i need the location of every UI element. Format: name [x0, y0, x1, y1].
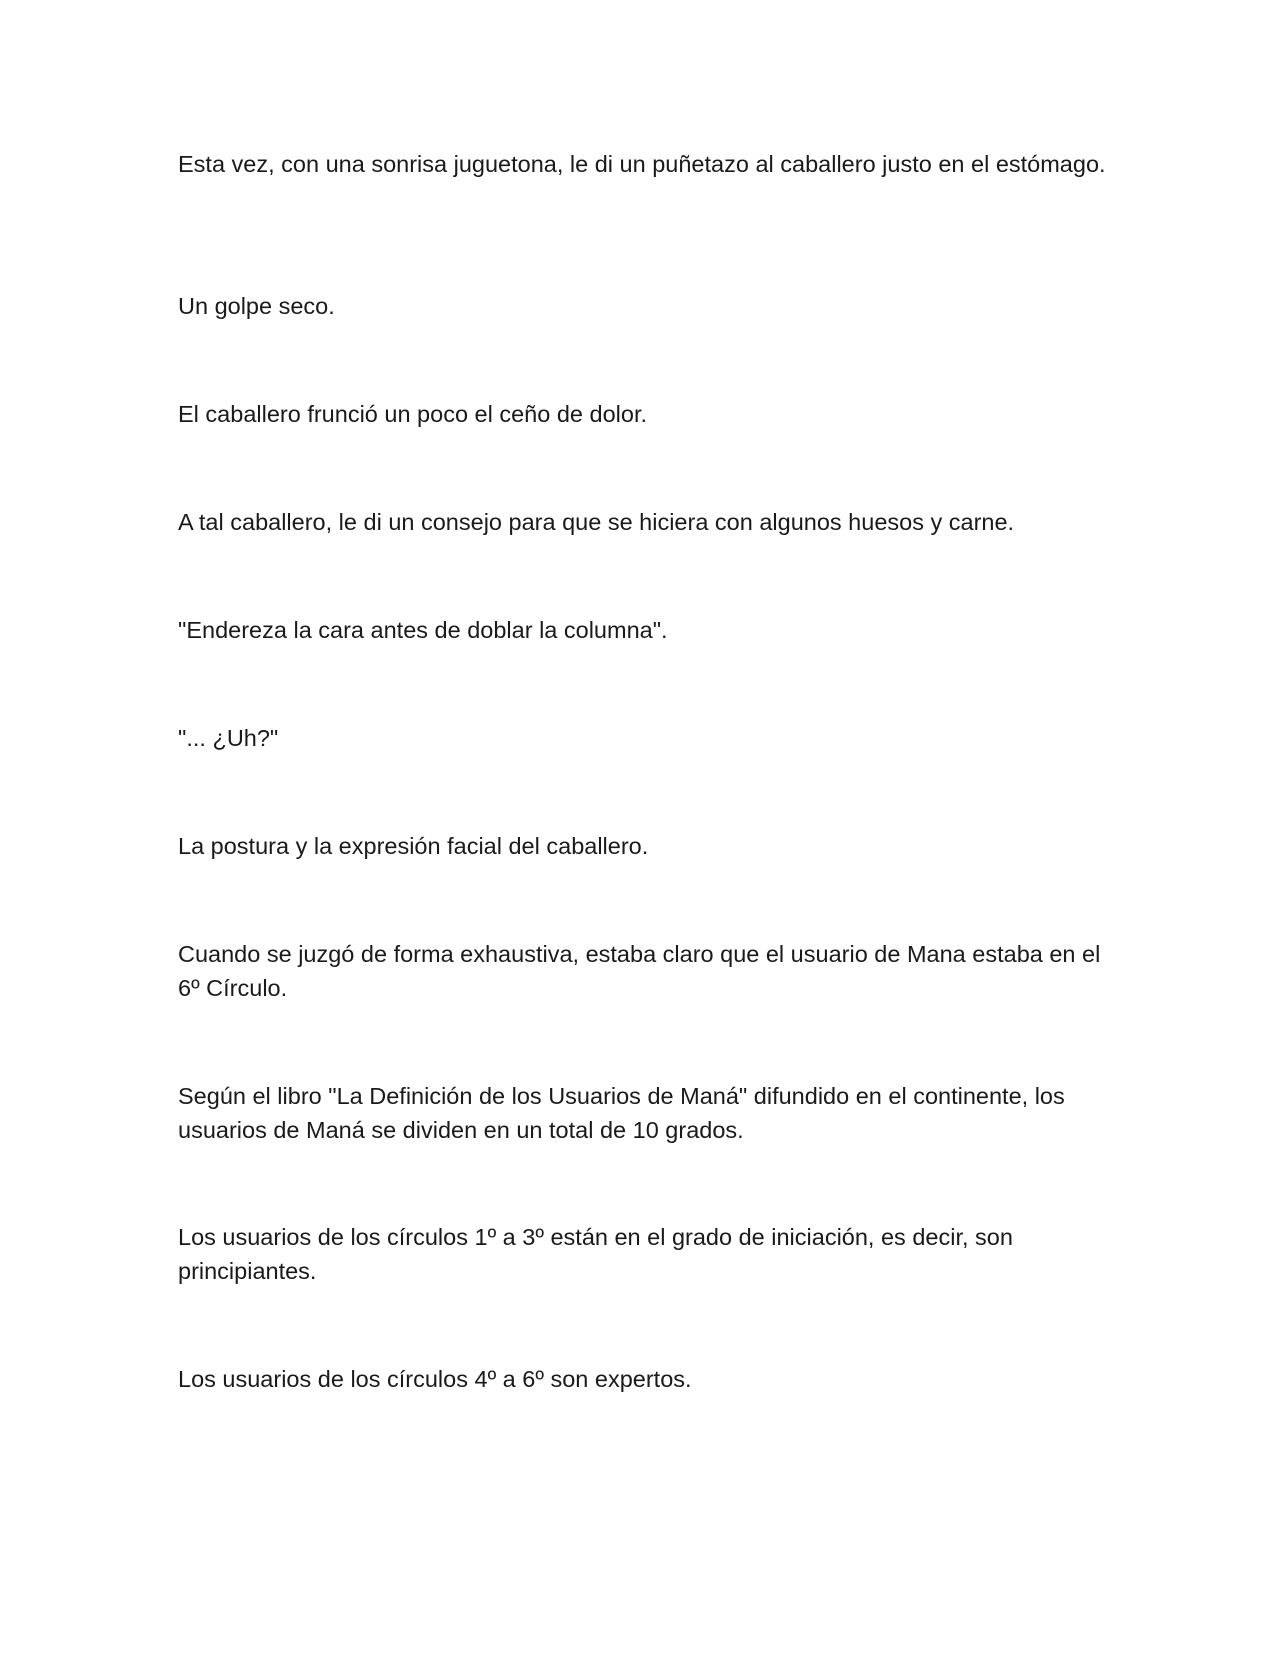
paragraph: "Endereza la cara antes de doblar la columna".	[178, 617, 668, 643]
paragraph: "... ¿Uh?"	[178, 725, 279, 751]
paragraph: Los usuarios de los círculos 1º a 3º están en el grado de iniciación, es decir, son principiantes.	[178, 1224, 1013, 1284]
paragraph: Cuando se juzgó de forma exhaustiva, estaba claro que el usuario de Mana estaba en el 6º Círculo.	[178, 941, 1101, 1001]
paragraph: Esta vez, con una sonrisa juguetona, le di un puñetazo al caballero justo en el estómago.	[178, 151, 1106, 177]
paragraph: Los usuarios de los círculos 4º a 6º son expertos.	[178, 1366, 692, 1392]
paragraph: A tal caballero, le di un consejo para que se hiciera con algunos huesos y carne.	[178, 509, 1015, 535]
paragraph: Según el libro "La Definición de los Usuarios de Maná" difundido en el continente, los usuarios de Maná se dividen en un total de 10 grados.	[178, 1083, 1065, 1143]
paragraph: El caballero frunció un poco el ceño de dolor.	[178, 401, 648, 427]
paragraph: La postura y la expresión facial del caballero.	[178, 833, 649, 859]
paragraph: Un golpe seco.	[178, 293, 335, 319]
